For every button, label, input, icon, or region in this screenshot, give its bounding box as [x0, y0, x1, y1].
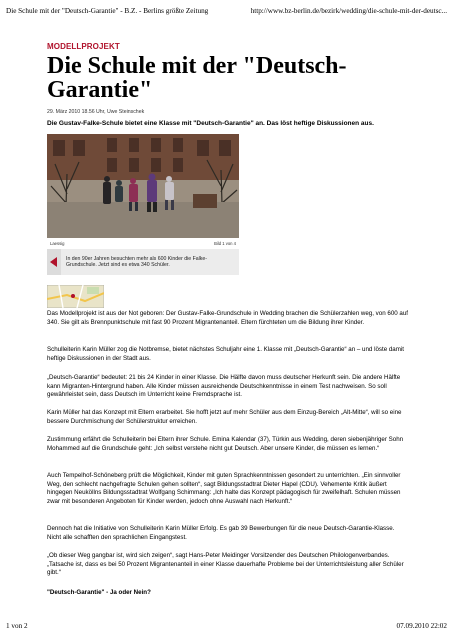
article-paragraph-5: Zustimmung erfährt die Schulleiterin bei Eltern ihrer Schule. Emina Kalendar (37), Türkin aus Wedding, deren siebenjähriger Sohn Mohammed auf die Grundschule geht: „Ich selbst verstehe nicht gut Deutsch. Aber unsere Kinder, die müssen es lernen.“ — [47, 436, 404, 452]
print-header-url: http://www.bz-berlin.de/bezirk/wedding/die-schule-mit-der-deutsc... — [250, 7, 447, 15]
arrow-left-icon — [50, 257, 58, 267]
photo-counter: Bild 1 von 4 — [214, 241, 236, 246]
headline-line-1: Die Schule mit der "Deutsch- — [47, 53, 347, 79]
article-lead: Die Gustav-Falke-Schule bietet eine Klasse mit "Deutsch-Garantie" an. Das löst heftige Diskussionen aus. — [47, 120, 374, 127]
print-footer-datetime: 07.09.2010 22:02 — [396, 622, 447, 630]
article-paragraph-4: Karin Müller hat das Konzept mit Eltern erarbeitet. Sie hofft jetzt auf mehr Schüler aus dem Einzug-Bereich „Alt-Mitte“, will so eine bessere Durchmischung der Schülerstruktur erreichen. — [47, 409, 402, 425]
article-paragraph-1: Das Modellprojekt ist aus der Not geboren: Der Gustav-Falke-Grundschule in Wedding brachen die Schülerzahlen weg, von 600 auf 340. Sie gilt als Brennpunktschule mit fast 90 Prozent Migrantenanteil. Eltern fürchteten um die Bildung ihrer Kinder. — [47, 310, 409, 326]
print-header — [6, 7, 447, 15]
article-headline — [47, 54, 409, 102]
previous-photo-button[interactable] — [47, 249, 61, 275]
article-subheading: "Deutsch-Garantie" - Ja oder Nein? — [47, 589, 151, 596]
headline-line-2: Garantie" — [47, 77, 153, 103]
photo-credit: Laessig — [50, 241, 65, 246]
article-paragraph-3: „Deutsch-Garantie“ bedeutet: 21 bis 24 Kinder in einer Klasse. Die Hälfte davon muss deutscher Herkunft sein. Die andere Hälfte kann Migranten-Hintergrund haben. Alle Kinder müssen ausreichende Deutschkenntnisse in einem Test nachweisen. So soll gewährleistet sein, dass Deutsch im Unterricht keine Fremdsprache ist. — [47, 374, 401, 399]
schoolyard-photo[interactable] — [47, 134, 239, 238]
print-footer — [6, 622, 447, 630]
photo-meta — [47, 241, 239, 246]
article-byline: 29. März 2010 18.56 Uhr, Uwe Steinschek — [47, 109, 145, 115]
map-thumbnail[interactable] — [47, 285, 104, 308]
article-paragraph-8: „Ob dieser Weg gangbar ist, wird sich zeigen“, sagt Hans-Peter Meidinger Vorsitzender des Deutschen Philologenverbandes. „Tatsache ist, dass es bei 50 Prozent Migrantenanteil in einer Klasse dauerhafte Probleme bei der Unterrichtsleistung aller Schüler gibt.“ — [47, 552, 404, 577]
photo-gallery — [47, 134, 239, 275]
photo-caption-box — [47, 249, 239, 275]
article-paragraph-7: Dennoch hat die Initiative von Schulleiterin Karin Müller Erfolg. Es gab 39 Bewerbungen für die neue Deutsch-Garantie-Klasse. Nicht alle schafften den sprachlichen Eingangstest. — [47, 525, 395, 541]
print-footer-page: 1 von 2 — [6, 622, 28, 630]
article-paragraph-6: Auch Tempelhof-Schöneberg prüft die Möglichkeit, Kinder mit guten Sprachkenntnissen gesondert zu unterrichten. „Ein sinnvoller Weg, den schlecht nachgefragte Schulen gehen sollten“, sagt Bildungsstadtrat Dieter Hapel (CDU). Vehemente Kritik äußert hingegen Neuköllns Bildungsstadtrat Wolfgang Schimmang: „Ich halte das Konzept pädagogisch für zweifelhaft. Schulen müssen zwar mit besonderen Angeboten für Kinder werden, jedoch ohne Auswahl nach Herkunft.“ — [47, 472, 401, 505]
article — [47, 42, 409, 308]
article-kicker: MODELLPROJEKT — [47, 42, 120, 51]
photo-caption: In den 90er Jahren besuchten mehr als 600 Kinder die Falke-Grundschule. Jetzt sind es etwa 340 Schüler. — [66, 255, 208, 268]
print-header-title: Die Schule mit der "Deutsch-Garantie" - B.Z. - Berlins größte Zeitung — [6, 7, 209, 15]
article-paragraph-2: Schulleiterin Karin Müller zog die Notbremse, bietet nächstes Schuljahr eine 1. Klasse mit „Deutsch-Garantie“ an – und löste damit heftige Diskussionen in der Stadt aus. — [47, 346, 404, 362]
